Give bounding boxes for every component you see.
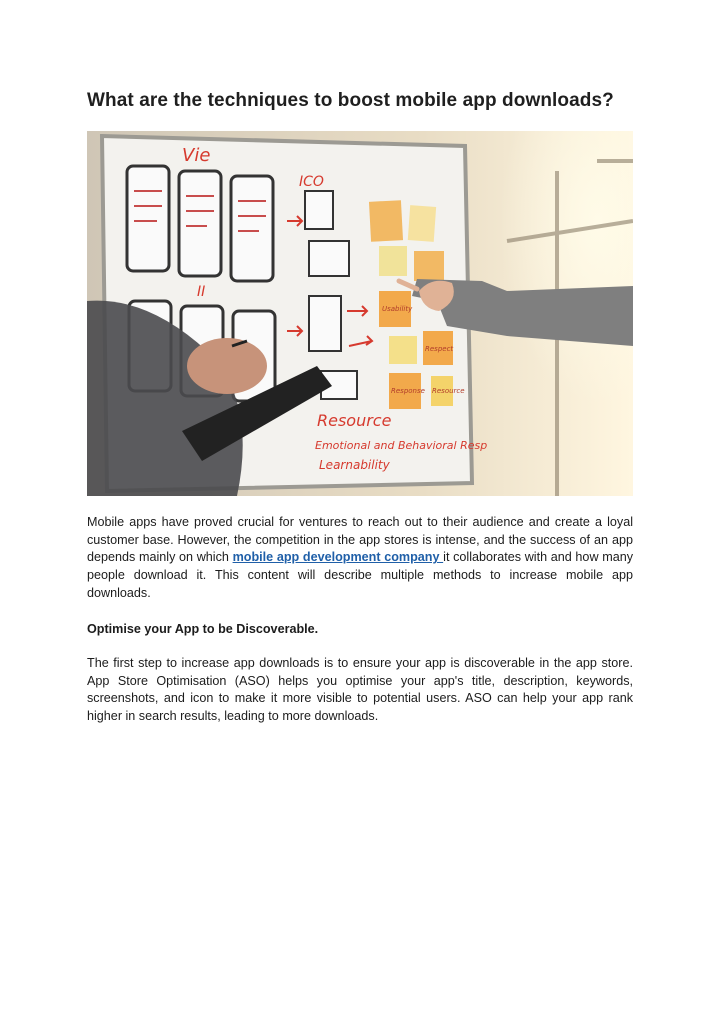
intro-paragraph [87,514,633,603]
note-respect: Respect [425,345,454,353]
board-label-learnability: Learnability [319,458,390,472]
mobile-app-development-company-link[interactable]: mobile app development company [232,550,444,565]
board-label-ico: ICO [299,174,324,190]
section-heading: Optimise your App to be Discoverable. [87,622,319,636]
section-paragraph: The first step to increase app downloads is to ensure your app is discoverable in the app store. App Store Optimisation (ASO) helps you optimise your app's title, description, keywords, screenshots, and icon to make it more visible to potential users. ASO can help your app rank higher in search results, leading to more downloads. [87,656,633,724]
intro-text-after-link: it collaborates with and how many people download it. This content will describe multiple methods to increase mobile app downloads. [87,550,633,600]
note-response: Response [391,387,425,395]
board-label-emotional: Emotional and Behavioral Resp [315,439,488,452]
board-label-resource: Resource [317,411,392,430]
note-resource: Resource [432,387,465,395]
note-usability: Usability [382,305,413,313]
page-title: What are the techniques to boost mobile app downloads? [87,90,614,111]
phone-wireframes-top [127,166,273,281]
board-label-view: Vie [182,145,211,166]
board-label-ii: II [197,284,206,300]
whiteboard-photo [87,131,633,496]
intro-text-before-link: Mobile apps have proved crucial for ventures to reach out to their audience and create a loyal customer base. However, the competition in the app stores is intense, and the success of an app depends mainly on which [87,515,633,565]
